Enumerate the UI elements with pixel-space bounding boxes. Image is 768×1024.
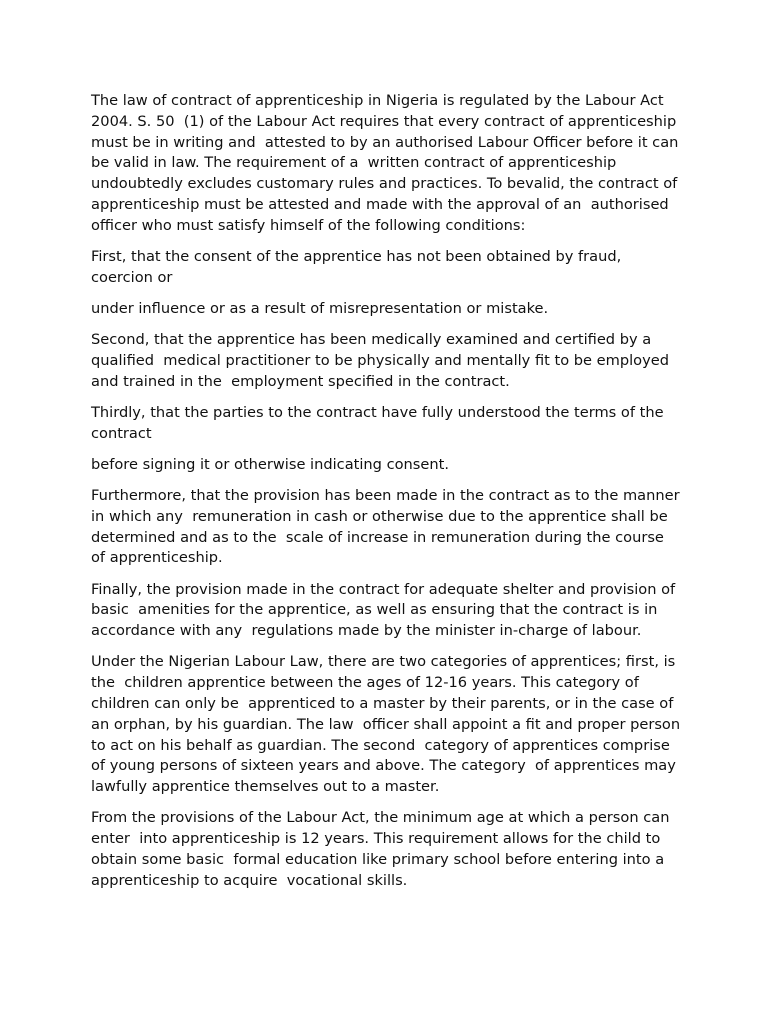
paragraph-third-condition: Thirdly, that the parties to the contract have fully understood the terms of the contract: [91, 403, 669, 442]
paragraph-first-condition: First, that the consent of the apprentice has not been obtained by fraud, coercion or: [91, 247, 626, 286]
paragraph-minimum-age: From the provisions of the Labour Act, the minimum age at which a person can enter into apprenticeship is 12 years. This requirement allows for the child to obtain some basic formal education like primary school before entering into a apprenticeship to acquire vocational skills.: [91, 809, 675, 889]
paragraph-finally: Finally, the provision made in the contract for adequate shelter and provision of basic amenities for the apprentice, as well as ensuring that the contract is in accordance with any regulations made by the minister in-charge of labour.: [91, 580, 680, 640]
paragraph-intro: The law of contract of apprenticeship in Nigeria is regulated by the Labour Act 2004. S. 50 (1) of the Labour Act requires that every contract of apprenticeship must be in writing and attested to by an authorised Labour Officer before it can be valid in law. The requirement of a written contract of apprenticeship undoubtedly excludes customary rules and practices. To bevalid, the contract of apprenticeship must be attested and made with the approval of an authorised officer who must satisfy himself of the following conditions:: [91, 92, 684, 234]
paragraph-categories: Under the Nigerian Labour Law, there are two categories of apprentices; first, is the children apprentice between the ages of 12-16 years. This category of children can only be apprenticed to a master by their parents, or in the case of an orphan, by his guardian. The law officer shall appoint a fit and proper person to act on his behalf as guardian. The second category of apprentices comprise of young persons of sixteen years and above. The category of apprentices may lawfully apprentice themselves out to a master.: [91, 653, 685, 796]
document-body: [91, 91, 685, 902]
paragraph-first-condition-cont: under influence or as a result of misrepresentation or mistake.: [91, 299, 549, 317]
paragraph-furthermore: Furthermore, that the provision has been made in the contract as to the manner in which any remuneration in cash or otherwise due to the apprentice shall be determined and as to the scale of increase in remuneration during the course of apprenticeship.: [91, 487, 685, 567]
paragraph-second-condition: Second, that the apprentice has been medically examined and certified by a qualified medical practitioner to be physically and mentally fit to be employed and trained in the employment specified in the contract.: [91, 331, 674, 390]
paragraph-third-condition-cont: before signing it or otherwise indicating consent.: [91, 455, 449, 473]
